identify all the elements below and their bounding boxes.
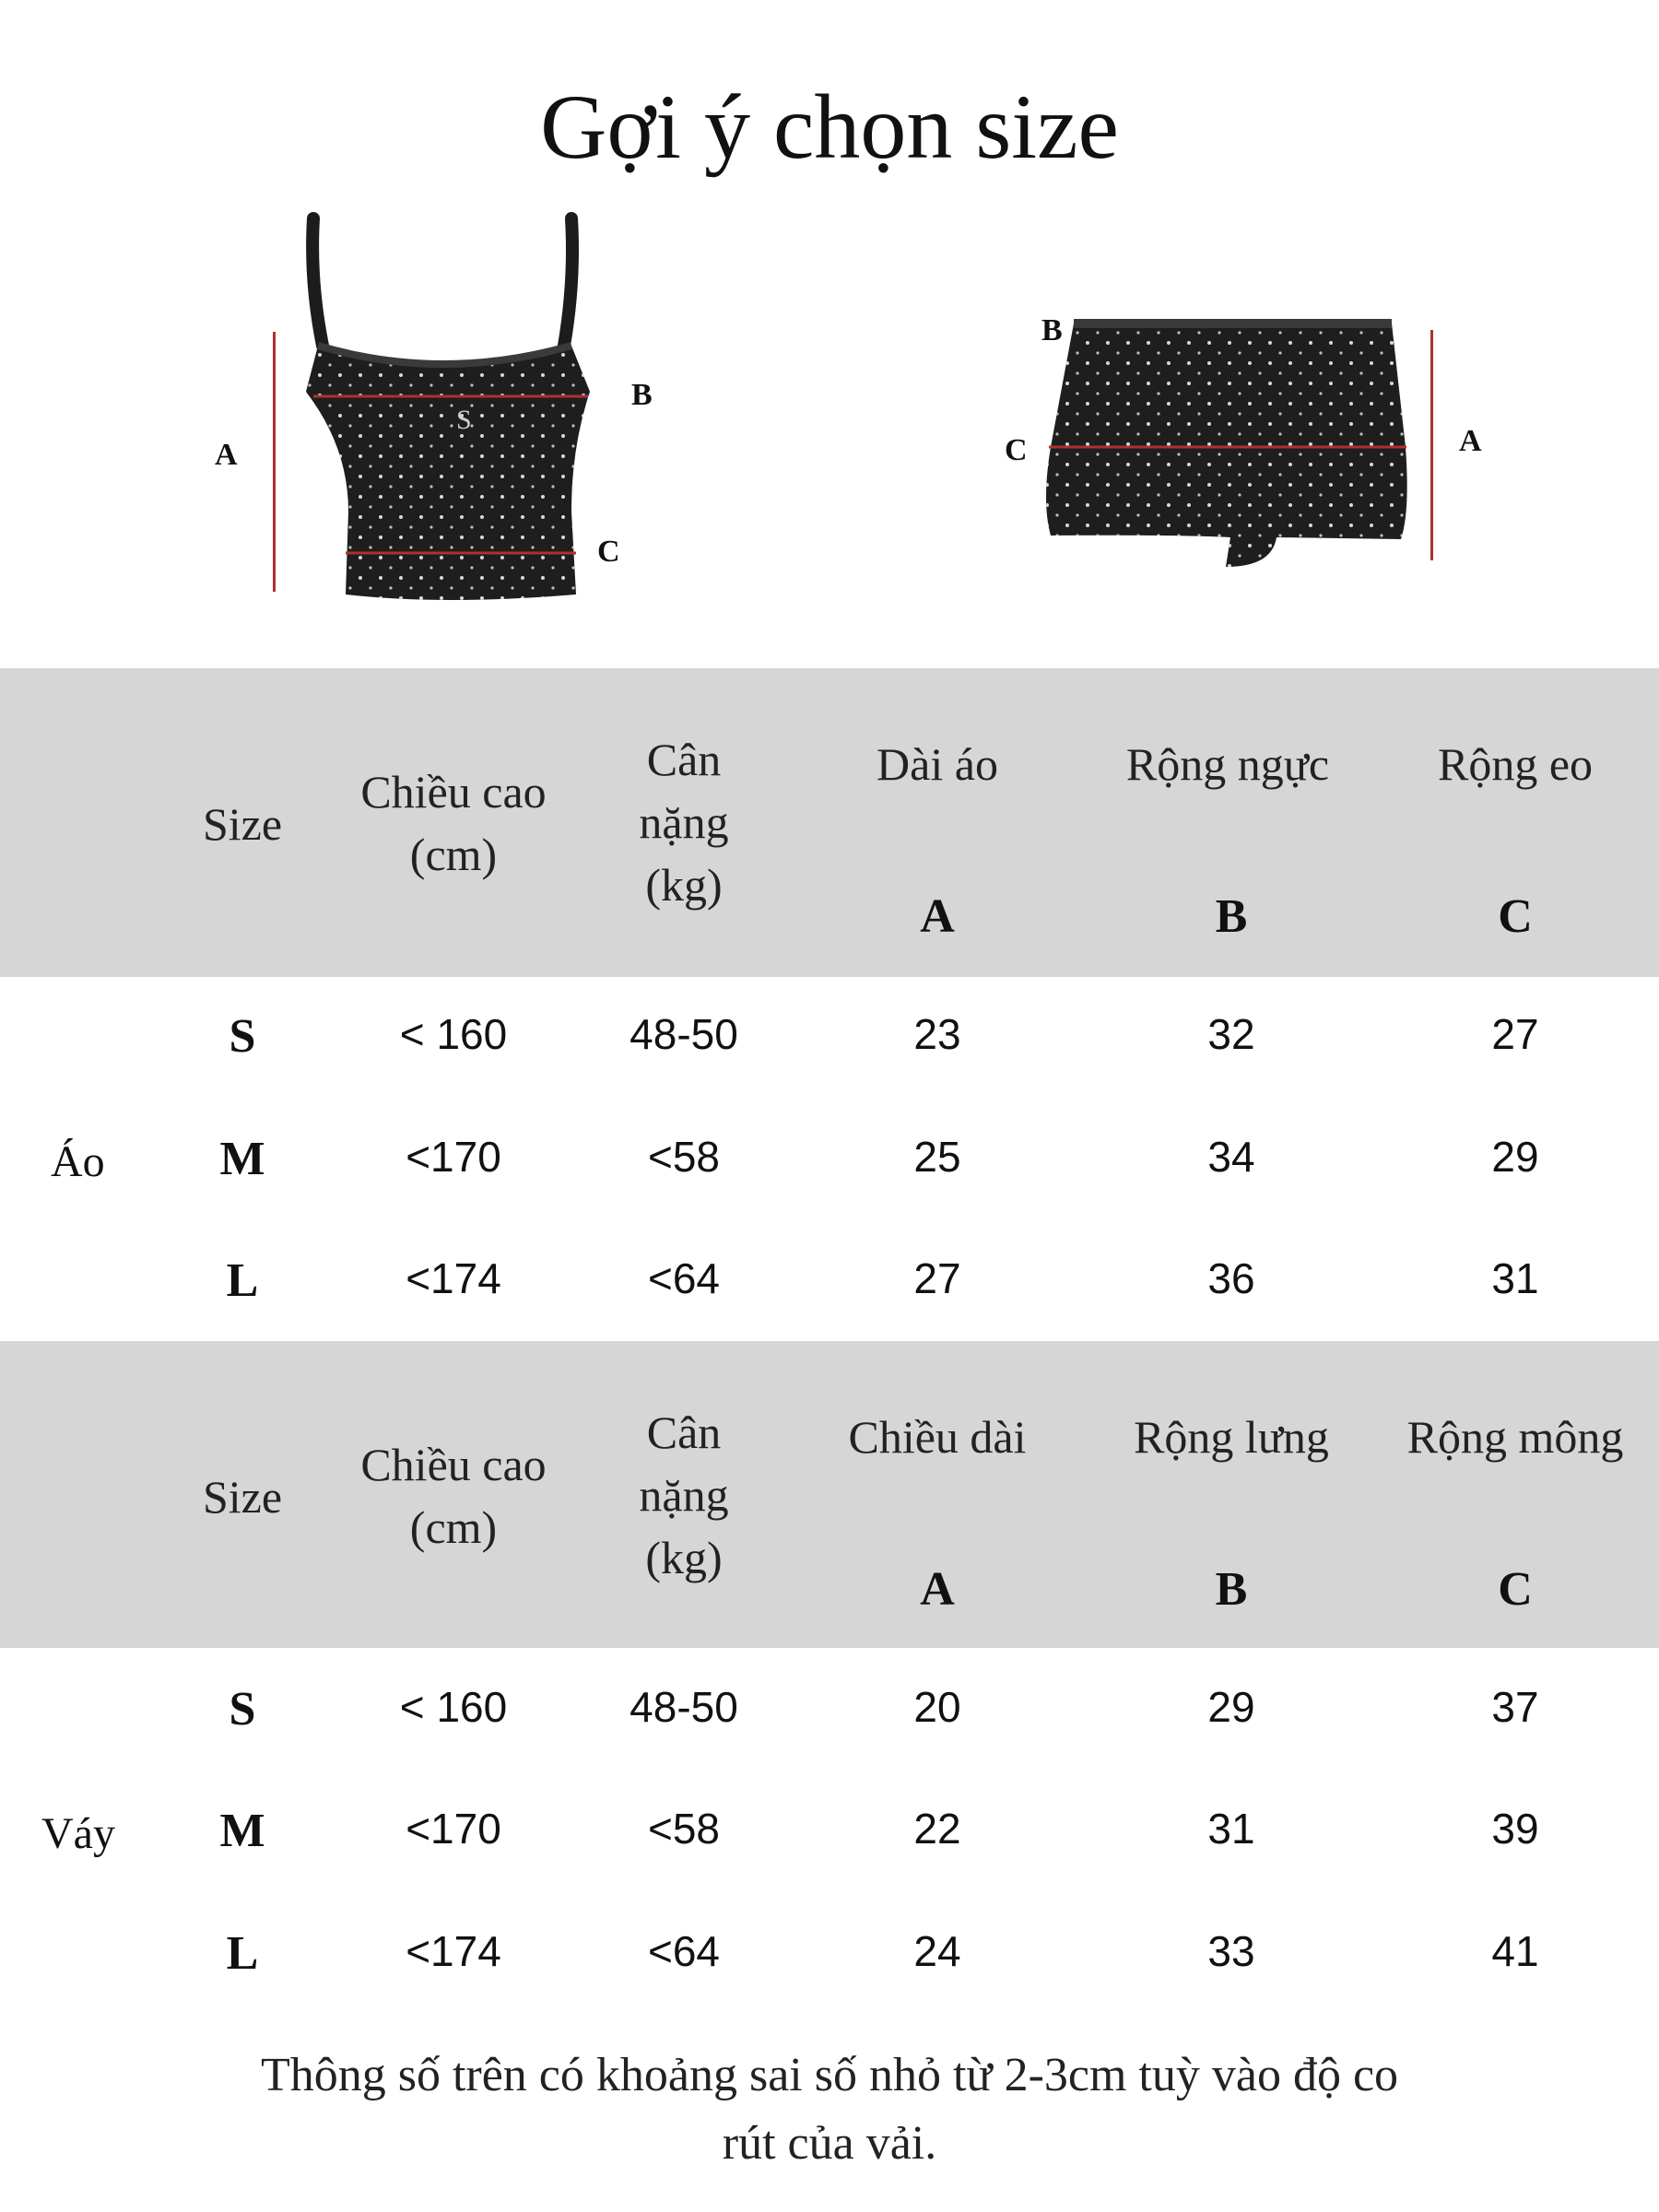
top-row-s-size: S: [229, 1010, 256, 1063]
bottom-row-m-m2: 31: [1207, 1805, 1255, 1853]
bottom-header-m2: Rộng lưng: [1134, 1411, 1329, 1463]
top-row-l-size: L: [226, 1254, 259, 1307]
top-header-size: Size: [202, 798, 283, 850]
bottom-header-m2-letter: B: [1215, 1563, 1248, 1616]
bottom-row-s-m2: 29: [1207, 1683, 1255, 1731]
top-header-m1: Dài áo: [877, 738, 998, 790]
bottom-length-line: [1430, 330, 1433, 560]
top-header-m3-letter: C: [1498, 890, 1533, 943]
top-header-height: Chiều cao (cm): [360, 766, 547, 880]
footnote: [0, 2041, 1659, 2178]
bottom-row-s-height: < 160: [399, 1683, 508, 1731]
bottom-row-m-height: <170: [406, 1805, 501, 1853]
bottom-header-size: Size: [202, 1471, 283, 1523]
top-label-a: A: [215, 438, 238, 472]
bottom-label-c: C: [1005, 433, 1028, 467]
bottom-row-l-m2: 33: [1207, 1927, 1255, 1975]
svg-text:S: S: [456, 405, 472, 435]
top-row-l-m3: 31: [1491, 1254, 1539, 1302]
top-header-m2: Rộng ngực: [1125, 738, 1330, 790]
bottom-header-m1: Chiều dài: [848, 1411, 1027, 1463]
top-group-label: Áo: [51, 1137, 105, 1186]
bottom-row-l-m3: 41: [1491, 1927, 1539, 1975]
top-row-s-m3: 27: [1491, 1010, 1539, 1058]
bottom-row-m-m3: 39: [1491, 1805, 1539, 1853]
bottom-row-l-m1: 24: [913, 1927, 961, 1975]
camisole-diagram: [295, 207, 627, 613]
top-row-m-m1: 25: [913, 1133, 961, 1181]
top-label-b: B: [631, 378, 653, 412]
bottom-label-b: B: [1041, 313, 1063, 347]
bottom-row-m-weight: <58: [647, 1805, 721, 1853]
bottom-header-m1-letter: A: [920, 1563, 955, 1616]
bottom-row-l-weight: <64: [647, 1927, 721, 1975]
top-header-weight: Cân nặng (kg): [639, 734, 729, 911]
bottom-row-s-m1: 20: [913, 1683, 961, 1731]
bottom-header-height: Chiều cao (cm): [360, 1439, 547, 1553]
bottom-header-weight: Cân nặng (kg): [639, 1406, 729, 1583]
bottom-row-l-size: L: [226, 1927, 259, 1980]
top-header-m1-letter: A: [920, 890, 955, 943]
top-length-line: [273, 332, 276, 592]
top-row-s-m1: 23: [913, 1010, 961, 1058]
bottom-row-m-size: M: [219, 1805, 265, 1857]
top-row-l-m1: 27: [913, 1254, 961, 1302]
top-row-m-size: M: [219, 1133, 265, 1185]
top-header-m2-letter: B: [1215, 890, 1248, 943]
skirt-diagram: [1041, 318, 1410, 576]
top-row-m-m3: 29: [1491, 1133, 1539, 1181]
top-header-m3: Rộng eo: [1437, 738, 1594, 790]
top-row-l-m2: 36: [1207, 1254, 1255, 1302]
bottom-row-s-weight: 48-50: [629, 1683, 738, 1731]
bottom-row-s-size: S: [229, 1683, 256, 1735]
bottom-row-s-m3: 37: [1491, 1683, 1539, 1731]
top-row-l-weight: <64: [647, 1254, 721, 1302]
bottom-row-l-height: <174: [406, 1927, 501, 1975]
top-row-m-height: <170: [406, 1133, 501, 1181]
top-label-c: C: [597, 535, 620, 569]
bottom-label-a: A: [1459, 424, 1482, 458]
top-row-s-weight: 48-50: [629, 1010, 738, 1058]
bottom-header-m3-letter: C: [1498, 1563, 1533, 1616]
footnote-text: Thông số trên có khoảng sai số nhỏ từ 2-3cm tuỳ vào độ co rút của vải.: [260, 2049, 1399, 2170]
bottom-group-label: Váy: [41, 1809, 115, 1858]
page-title: Gợi ý chọn size: [540, 76, 1119, 178]
top-row-m-weight: <58: [647, 1133, 721, 1181]
top-row-s-height: < 160: [399, 1010, 508, 1058]
top-row-m-m2: 34: [1207, 1133, 1255, 1181]
bottom-row-m-m1: 22: [913, 1805, 961, 1853]
top-row-l-height: <174: [406, 1254, 501, 1302]
top-row-s-m2: 32: [1207, 1010, 1255, 1058]
bottom-header-m3: Rộng mông: [1406, 1411, 1624, 1463]
